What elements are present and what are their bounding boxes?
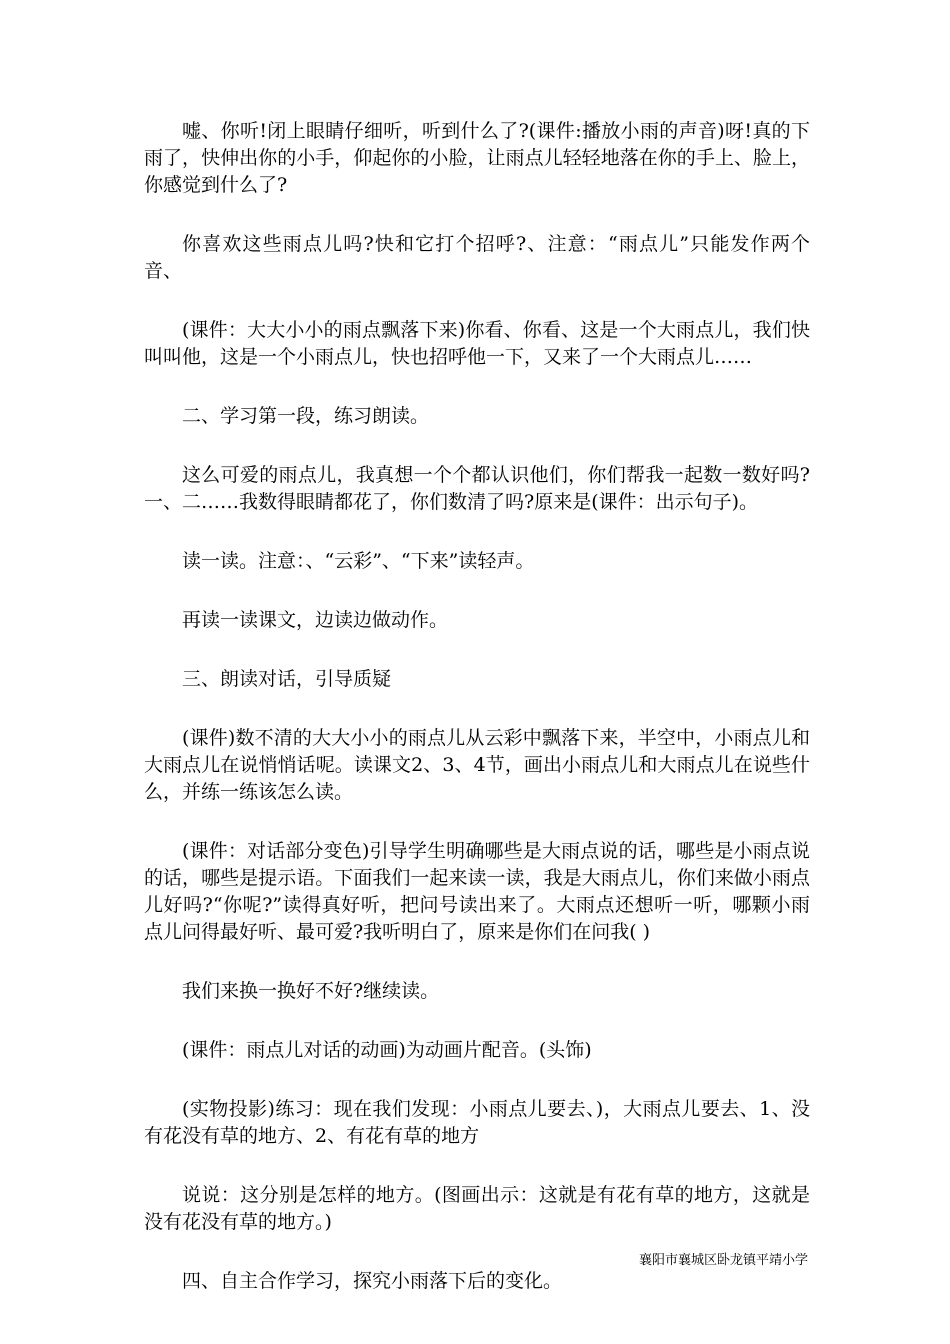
- paragraph-10: (课件：对话部分变色)引导学生明确哪些是大雨点说的话，哪些是小雨点说的话，哪些是提示语。下面我们一起来读一读，我是大雨点儿，你们来做小雨点儿好吗?“你呢?”读得真好听，把问号读出来了。大雨点还想听一听，哪颗小雨点儿问得最好听、最可爱?我听明白了，原来是你们在问我( ): [144, 840, 810, 943]
- paragraph-9: (课件)数不清的大大小小的雨点儿从云彩中飘落下来，半空中，小雨点儿和大雨点儿在说悄悄话呢。读课文2、3、4节，画出小雨点儿和大雨点儿在说些什么，并练一练该怎么读。: [144, 727, 810, 803]
- section-heading-4: 四、自主合作学习，探究小雨落下后的变化。: [182, 1270, 563, 1292]
- paragraph-7: 再读一读课文，边读边做动作。: [182, 609, 449, 631]
- paragraph-12: (课件：雨点儿对话的动画)为动画片配音。(头饰): [182, 1039, 592, 1061]
- paragraph-13: (实物投影)练习：现在我们发现：小雨点儿要去、)，大雨点儿要去、1、没有花没有草的地方、2、有花有草的地方: [144, 1098, 810, 1147]
- paragraph-14: 说说：这分别是怎样的地方。(图画出示：这就是有花有草的地方，这就是没有花没有草的地方。): [144, 1184, 810, 1233]
- document-body: [144, 118, 810, 1327]
- section-heading-3: 三、朗读对话，引导质疑: [182, 668, 392, 690]
- paragraph-3: (课件：大大小小的雨点飘落下来)你看、你看、这是一个大雨点儿，我们快叫叫他，这是一个小雨点儿，快也招呼他一下，又来了一个大雨点儿……: [144, 319, 810, 368]
- section-heading-2: 二、学习第一段，练习朗读。: [182, 405, 430, 427]
- paragraph-1: 嘘、你听!闭上眼睛仔细听，听到什么了?(课件:播放小雨的声音)呀!真的下雨了，快伸出你的小手，仰起你的小脸，让雨点儿轻轻地落在你的手上、脸上，你感觉到什么了?: [144, 120, 810, 196]
- page-footer: 襄阳市襄城区卧龙镇平靖小学: [638, 1253, 808, 1268]
- paragraph-2: 你喜欢这些雨点儿吗?快和它打个招呼?、注意：“雨点儿”只能发作两个音、: [144, 233, 810, 282]
- paragraph-11: 我们来换一换好不好?继续读。: [182, 980, 440, 1002]
- paragraph-5: 这么可爱的雨点儿，我真想一个个都认识他们，你们帮我一起数一数好吗?一、二……我数得眼睛都花了，你们数清了吗?原来是(课件：出示句子)。: [144, 464, 810, 513]
- paragraph-6: 读一读。注意：、“云彩”、“下来”读轻声。: [182, 550, 535, 572]
